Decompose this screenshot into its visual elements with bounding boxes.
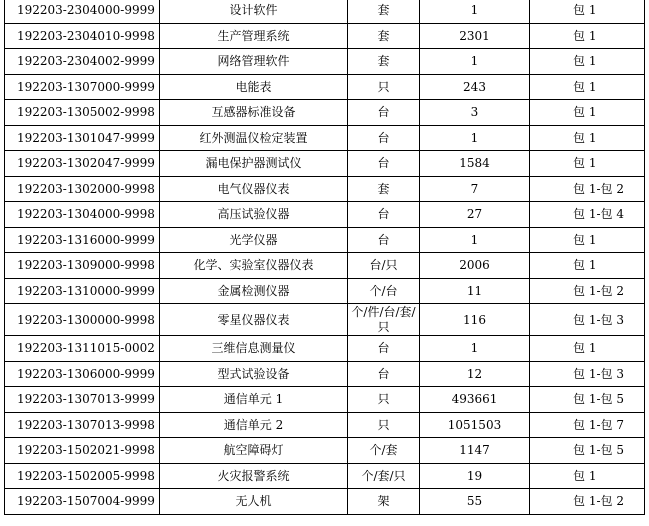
quantity-cell: 116 xyxy=(420,304,530,336)
item-code-cell: 192203-2304000-9999 xyxy=(5,0,160,23)
item-name-cell: 设计软件 xyxy=(160,0,348,23)
package-cell: 包 1 xyxy=(530,463,645,489)
package-cell: 包 1-包 7 xyxy=(530,412,645,438)
item-code-cell: 192203-1307000-9999 xyxy=(5,74,160,100)
item-name-cell: 高压试验仪器 xyxy=(160,202,348,228)
quantity-cell: 2301 xyxy=(420,23,530,49)
item-code-cell: 192203-2304002-9999 xyxy=(5,49,160,75)
unit-cell: 台/只 xyxy=(348,253,420,279)
quantity-cell: 1 xyxy=(420,227,530,253)
quantity-cell: 243 xyxy=(420,74,530,100)
item-code-cell: 192203-1307013-9999 xyxy=(5,387,160,413)
unit-cell: 个/台 xyxy=(348,278,420,304)
item-code-cell: 192203-1305002-9998 xyxy=(5,100,160,126)
item-name-cell: 漏电保护器测试仪 xyxy=(160,151,348,177)
package-cell: 包 1-包 3 xyxy=(530,361,645,387)
item-name-cell: 互感器标准设备 xyxy=(160,100,348,126)
package-cell: 包 1 xyxy=(530,336,645,362)
table-row xyxy=(5,151,645,177)
package-cell: 包 1 xyxy=(530,23,645,49)
quantity-cell: 55 xyxy=(420,489,530,515)
item-code-cell: 192203-1316000-9999 xyxy=(5,227,160,253)
table-row xyxy=(5,253,645,279)
table-row xyxy=(5,387,645,413)
item-name-cell: 火灾报警系统 xyxy=(160,463,348,489)
unit-cell: 套 xyxy=(348,49,420,75)
item-code-cell: 192203-1304000-9998 xyxy=(5,202,160,228)
item-name-cell: 电气仪器仪表 xyxy=(160,176,348,202)
package-cell: 包 1 xyxy=(530,125,645,151)
item-code-cell: 192203-1309000-9998 xyxy=(5,253,160,279)
quantity-cell: 2006 xyxy=(420,253,530,279)
package-cell: 包 1-包 2 xyxy=(530,176,645,202)
table-row xyxy=(5,176,645,202)
item-code-cell: 192203-1300000-9998 xyxy=(5,304,160,336)
item-name-cell: 红外测温仪检定装置 xyxy=(160,125,348,151)
unit-cell: 台 xyxy=(348,227,420,253)
package-cell: 包 1-包 2 xyxy=(530,278,645,304)
quantity-cell: 1 xyxy=(420,0,530,23)
item-code-cell: 192203-2304010-9998 xyxy=(5,23,160,49)
unit-cell: 台 xyxy=(348,151,420,177)
quantity-cell: 7 xyxy=(420,176,530,202)
item-name-cell: 金属检测仪器 xyxy=(160,278,348,304)
unit-cell: 台 xyxy=(348,100,420,126)
table-row xyxy=(5,0,645,23)
item-code-cell: 192203-1301047-9999 xyxy=(5,125,160,151)
table-row xyxy=(5,489,645,515)
item-code-cell: 192203-1307013-9998 xyxy=(5,412,160,438)
table-row xyxy=(5,202,645,228)
unit-cell: 只 xyxy=(348,412,420,438)
quantity-cell: 1 xyxy=(420,336,530,362)
unit-cell: 个/套/只 xyxy=(348,463,420,489)
quantity-cell: 27 xyxy=(420,202,530,228)
table-row xyxy=(5,336,645,362)
item-name-cell: 通信单元 1 xyxy=(160,387,348,413)
procurement-table xyxy=(4,0,645,515)
item-code-cell: 192203-1311015-0002 xyxy=(5,336,160,362)
quantity-cell: 493661 xyxy=(420,387,530,413)
table-row xyxy=(5,125,645,151)
package-cell: 包 1 xyxy=(530,49,645,75)
item-name-cell: 型式试验设备 xyxy=(160,361,348,387)
item-name-cell: 生产管理系统 xyxy=(160,23,348,49)
quantity-cell: 1147 xyxy=(420,438,530,464)
item-code-cell: 192203-1310000-9999 xyxy=(5,278,160,304)
package-cell: 包 1-包 2 xyxy=(530,489,645,515)
quantity-cell: 1051503 xyxy=(420,412,530,438)
table-body xyxy=(5,0,645,514)
package-cell: 包 1 xyxy=(530,227,645,253)
item-code-cell: 192203-1302047-9999 xyxy=(5,151,160,177)
package-cell: 包 1-包 5 xyxy=(530,387,645,413)
package-cell: 包 1-包 4 xyxy=(530,202,645,228)
quantity-cell: 19 xyxy=(420,463,530,489)
item-name-cell: 通信单元 2 xyxy=(160,412,348,438)
table-row xyxy=(5,278,645,304)
table-row xyxy=(5,304,645,336)
package-cell: 包 1-包 3 xyxy=(530,304,645,336)
unit-cell: 只 xyxy=(348,74,420,100)
item-code-cell: 192203-1502021-9998 xyxy=(5,438,160,464)
table-row xyxy=(5,74,645,100)
unit-cell: 个/件/台/套/只 xyxy=(348,304,420,336)
unit-cell: 套 xyxy=(348,176,420,202)
unit-cell: 只 xyxy=(348,387,420,413)
unit-cell: 台 xyxy=(348,361,420,387)
table-row xyxy=(5,227,645,253)
item-code-cell: 192203-1306000-9999 xyxy=(5,361,160,387)
unit-cell: 架 xyxy=(348,489,420,515)
package-cell: 包 1 xyxy=(530,74,645,100)
unit-cell: 台 xyxy=(348,202,420,228)
quantity-cell: 11 xyxy=(420,278,530,304)
item-code-cell: 192203-1507004-9999 xyxy=(5,489,160,515)
table-row xyxy=(5,361,645,387)
package-cell: 包 1 xyxy=(530,100,645,126)
table-row xyxy=(5,100,645,126)
item-name-cell: 三维信息测量仪 xyxy=(160,336,348,362)
table-row xyxy=(5,23,645,49)
item-name-cell: 化学、实验室仪器仪表 xyxy=(160,253,348,279)
item-name-cell: 光学仪器 xyxy=(160,227,348,253)
package-cell: 包 1 xyxy=(530,0,645,23)
item-code-cell: 192203-1502005-9998 xyxy=(5,463,160,489)
quantity-cell: 1 xyxy=(420,125,530,151)
unit-cell: 套 xyxy=(348,0,420,23)
package-cell: 包 1 xyxy=(530,151,645,177)
unit-cell: 台 xyxy=(348,336,420,362)
table-row xyxy=(5,49,645,75)
item-name-cell: 航空障碍灯 xyxy=(160,438,348,464)
item-name-cell: 电能表 xyxy=(160,74,348,100)
item-name-cell: 无人机 xyxy=(160,489,348,515)
item-name-cell: 网络管理软件 xyxy=(160,49,348,75)
package-cell: 包 1 xyxy=(530,253,645,279)
item-code-cell: 192203-1302000-9998 xyxy=(5,176,160,202)
package-cell: 包 1-包 5 xyxy=(530,438,645,464)
unit-cell: 个/套 xyxy=(348,438,420,464)
quantity-cell: 1584 xyxy=(420,151,530,177)
table-row xyxy=(5,463,645,489)
unit-cell: 台 xyxy=(348,125,420,151)
item-name-cell: 零星仪器仪表 xyxy=(160,304,348,336)
quantity-cell: 1 xyxy=(420,49,530,75)
table-row xyxy=(5,438,645,464)
quantity-cell: 12 xyxy=(420,361,530,387)
table-row xyxy=(5,412,645,438)
unit-cell: 套 xyxy=(348,23,420,49)
quantity-cell: 3 xyxy=(420,100,530,126)
